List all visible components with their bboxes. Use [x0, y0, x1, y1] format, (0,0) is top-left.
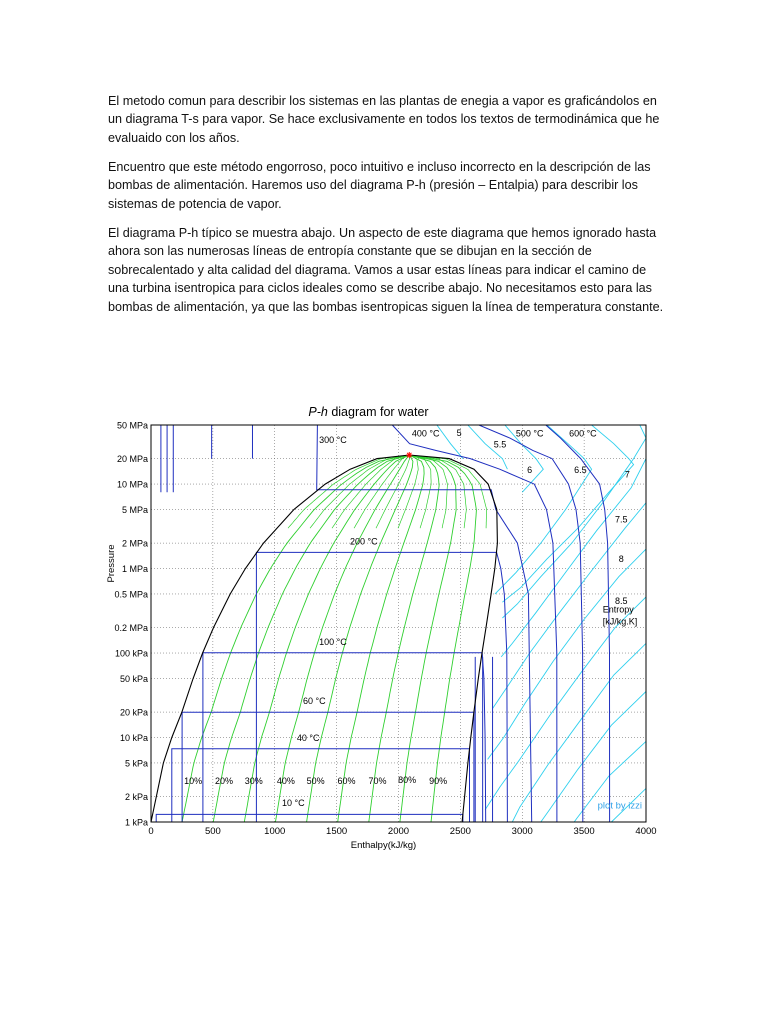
critical-point-group: [406, 452, 412, 458]
isotherm-label: 10 °C: [282, 797, 305, 808]
isotherm-label: 500 °C: [515, 428, 544, 439]
quality-label: 70%: [368, 776, 387, 787]
plot-watermark: plot by izzi: [597, 800, 642, 812]
x-tick-label: 2000: [387, 826, 410, 837]
x-tick-label: 0: [148, 826, 154, 837]
chart-title-italic: P-h: [308, 405, 328, 419]
isotherm-label: 400 °C: [411, 428, 440, 439]
paragraph-1: [108, 92, 664, 147]
paragraph-2: [108, 158, 664, 213]
y-tick-label: 10 kPa: [119, 733, 148, 744]
y-tick-label: 20 kPa: [119, 707, 148, 718]
chart-title-rest: diagram for water: [327, 405, 429, 419]
quality-label: 40%: [276, 776, 295, 787]
ph-diagram: [96, 398, 672, 858]
isotherm-label: 40 °C: [296, 732, 320, 743]
isotherm-label: 200 °C: [350, 536, 378, 547]
quality-label: 50%: [306, 776, 325, 787]
y-tick-label: 0.5 MPa: [114, 589, 148, 600]
quality-line-20%: [213, 455, 409, 822]
paragraph-3-text: El diagrama P-h típico se muestra abajo. Un aspecto de este diagrama que hemos ignorado hasta ahora son las numerosas líneas de entropía constante que se dibujan en la sección de sobrecalentado y alta calidad del diagrama. Vamos a usar estas líneas para indicar el camino de una turbina isentropica para ciclos ideales como se describe abajo. No necesitamos esto para las bombas de alimentación, ya que las bombas isentropicas siguen la línea de temperatura constante.: [108, 226, 664, 314]
paragraph-2-text: Encuentro que este método engorroso, poco intuitivo e incluso incorrecto en la descripción de las bombas de alimentación. Haremos uso del diagrama P-h (presión – Entalpia) para describir los sistemas de potencia de vapor.: [108, 160, 651, 211]
y-tick-label: 5 MPa: [121, 504, 148, 515]
isotherm-label: 300 °C: [319, 435, 347, 446]
x-axis-label: Enthalpy(kJ/kg): [350, 840, 417, 851]
x-tick-label: 4000: [635, 826, 657, 837]
isotherm-100c: [203, 653, 486, 822]
quality-label: 20%: [215, 776, 234, 787]
entropy-line-10: [512, 643, 646, 822]
ph-diagram-svg: [96, 398, 672, 858]
y-tick-label: 0.2 MPa: [114, 623, 148, 634]
paragraph-3: [108, 224, 664, 316]
isotherm-label: 600 °C: [569, 428, 597, 439]
y-tick-label: 1 MPa: [121, 564, 148, 575]
x-tick-label: 1000: [264, 826, 286, 837]
y-tick-label: 10 MPa: [116, 479, 148, 490]
y-tick-label: 2 MPa: [121, 538, 148, 549]
y-tick-label: 100 kPa: [114, 648, 148, 659]
entropy-line-9: [485, 597, 646, 810]
x-tick-label: 500: [204, 826, 221, 837]
saturated-vapor-line: [409, 455, 497, 822]
quality-line-minor: [376, 455, 410, 528]
entropy-label: 8: [618, 553, 624, 564]
entropy-legend-units: [kJ/kg.K]: [602, 616, 638, 627]
quality-label: 80%: [398, 774, 417, 785]
quality-line-80%: [400, 455, 456, 822]
entropy-line-6: [501, 459, 646, 657]
quality-label: 90%: [429, 776, 448, 787]
y-tick-label: 50 MPa: [116, 420, 148, 431]
quality-line-60%: [338, 455, 424, 822]
entropy-label: 5.5: [493, 439, 507, 450]
entropy-label: 7: [624, 469, 630, 480]
entropy-label: 5: [456, 428, 462, 439]
x-tick-label: 3000: [511, 826, 533, 837]
entropy-label: 7.5: [614, 514, 628, 525]
x-tick-label: 2500: [449, 826, 471, 837]
y-tick-label: 5 kPa: [124, 758, 148, 769]
isotherm-label: 100 °C: [319, 636, 347, 647]
x-tick-label: 1500: [326, 826, 348, 837]
critical-point-marker: [406, 452, 412, 458]
isotherm-10c: [156, 814, 463, 822]
y-tick-label: 50 kPa: [119, 673, 148, 684]
y-axis-label: Pressure: [106, 544, 117, 583]
quality-label: 60%: [337, 776, 356, 787]
y-tick-label: 20 MPa: [116, 454, 148, 465]
isotherm-400c: [392, 425, 557, 822]
y-tick-label: 2 kPa: [124, 792, 148, 803]
tick-labels-group: [114, 421, 656, 838]
saturated-liquid-line: [151, 455, 409, 822]
entropy-label: 6: [527, 465, 533, 476]
x-tick-label: 3500: [573, 826, 595, 837]
entropy-label: 6.5: [574, 465, 587, 476]
y-tick-label: 1 kPa: [124, 817, 148, 828]
isotherm-60c: [182, 712, 474, 822]
paragraph-1-text: El metodo comun para describir los sistemas en las plantas de enegia a vapor es graficándolos en un diagrama T-s para vapor. Se hace exclusivamente en todos los textos de termodinámica que he evaluaido con los años.: [108, 94, 660, 145]
entropy-line-8: [488, 549, 646, 759]
quality-line-minor: [398, 455, 418, 528]
isotherm-label: 60 °C: [303, 695, 326, 706]
quality-label: 10%: [184, 776, 203, 787]
entropy-legend-title: Entropy: [602, 604, 634, 615]
quality-line-70%: [369, 455, 439, 822]
entropy-label: 8.5: [614, 596, 628, 607]
chart-title: [308, 405, 428, 419]
quality-label: 30%: [244, 776, 263, 787]
